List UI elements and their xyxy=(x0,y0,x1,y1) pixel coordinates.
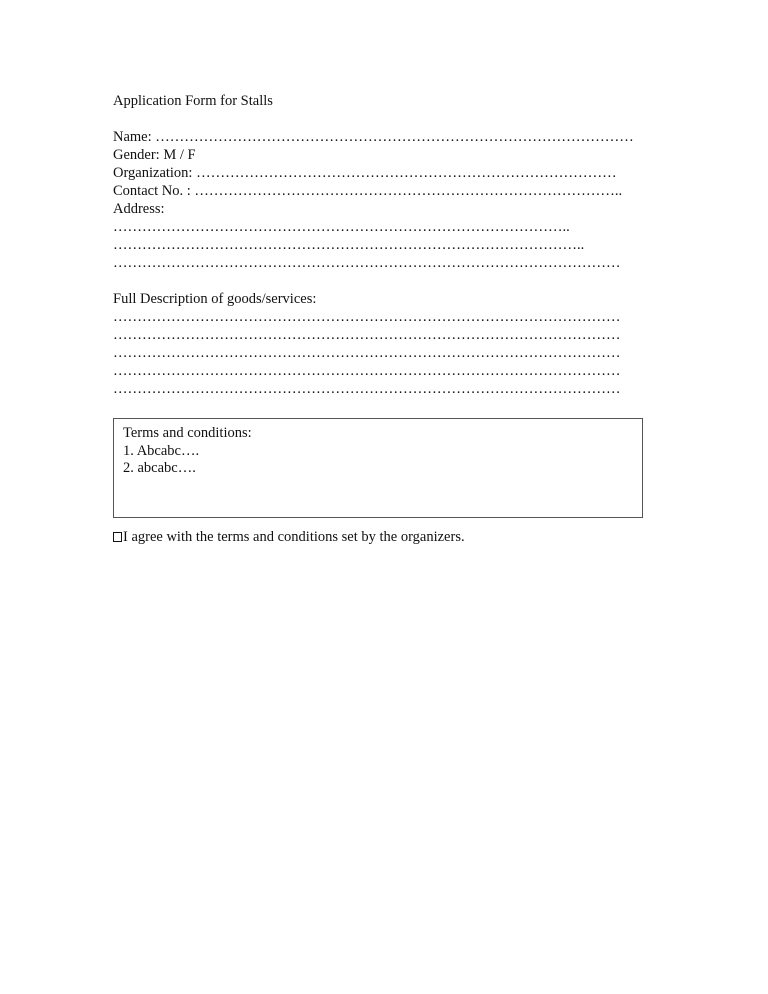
agreement-text: I agree with the terms and conditions set by the organizers. xyxy=(123,529,465,545)
form-title: Application Form for Stalls xyxy=(113,93,273,109)
agreement-row xyxy=(113,528,658,546)
terms-item-2: 2. abcabc…. xyxy=(123,460,196,476)
address-label: Address: xyxy=(113,201,165,217)
address-line-1[interactable]: ………………………………………………………………………………….. xyxy=(113,219,570,235)
description-line-3[interactable]: …………………………………………………………………………………………… xyxy=(113,345,621,361)
address-line-2[interactable]: …………………………………………………………………………………….. xyxy=(113,237,585,253)
terms-box xyxy=(113,418,643,518)
name-field[interactable]: Name: ……………………………………………………………………………………… xyxy=(113,129,634,145)
agree-checkbox[interactable] xyxy=(113,532,122,542)
terms-heading: Terms and conditions: xyxy=(123,425,252,441)
description-line-1[interactable]: …………………………………………………………………………………………… xyxy=(113,309,621,325)
description-line-5[interactable]: …………………………………………………………………………………………… xyxy=(113,381,621,397)
gender-field[interactable]: Gender: M / F xyxy=(113,147,196,163)
description-line-4[interactable]: …………………………………………………………………………………………… xyxy=(113,363,621,379)
organization-field[interactable]: Organization: …………………………………………………………………………… xyxy=(113,165,617,181)
contact-field[interactable]: Contact No. : …………………………………………………………………………….. xyxy=(113,183,623,199)
application-form xyxy=(113,92,658,546)
address-line-3[interactable]: …………………………………………………………………………………………… xyxy=(113,255,621,271)
description-line-2[interactable]: …………………………………………………………………………………………… xyxy=(113,327,621,343)
description-label: Full Description of goods/services: xyxy=(113,291,317,307)
terms-item-1: 1. Abcabc…. xyxy=(123,442,200,459)
spacer xyxy=(113,272,658,290)
